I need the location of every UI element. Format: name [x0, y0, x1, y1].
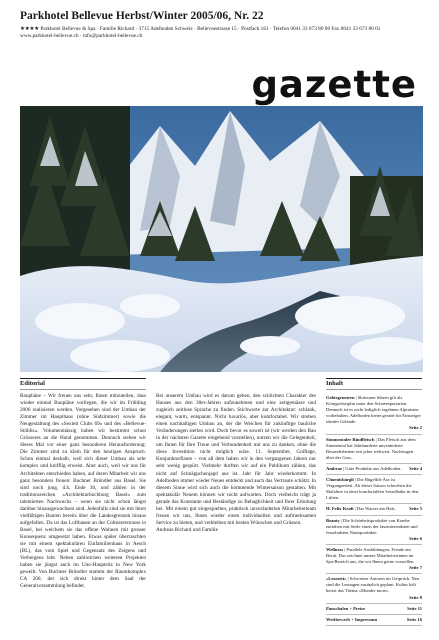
editorial-text-2: Bei unserem Umbau wird es darum gehen, den schlichten Charakter des Hauses aus den 30er-Jahren aufzunehmen und eine zeitgemässe und zugleich zeitlose Sprache zu finden. Stichworte zur Architektur: schlank, elegant, warm, entspannt. Nicht luxuriös, aber komfortabel. Wir streben einen nachhaltigen Umbau an, der die Weichen für zukünftige bauliche Veränderungen stellen wird. Doch bevor es soweit ist (wir werden den Bau in der nächsten Gazette eingehend vorstellen), nutzen wir die Gelegenheit, um Ihnen für Ihre Treue und Verbundenheit mit uns zu danken, ohne die diese Investition nicht möglich wäre. 11. September, Golftage, Konjunkturflaute – von all dem haben wir in den vergangenen Jahren nur sehr wenig gespürt. Vielmehr durften wir auf ein Publikum zählen, das nicht auf Schnäppchenjagd aus ist. Jahr für Jahr wiederkommt. In Adelboden immer wieder Neues entdeckt und auch das Vertraute schätzt. In diesem Sinne wird sich auch die kommende Wintersaison gestalten. Mit spektakulär Neuem können wir nicht aufwarten. Doch vielleicht trägt ja gerade das Konstante und Beständige zu Behaglichkeit und Ihrer Erholung bei. Mit einem gut eingespielten, praktisch unveränderten Mitarbeiterteam freuen wir uns, Ihnen wieder einen individuellen und aufmerksamen Service zu bieten, und verbleiben mit besten Wünschen und Grüssen.	[156, 393, 316, 526]
table-of-contents	[326, 393, 422, 626]
toc-item-title: Ambrae	[326, 465, 343, 471]
toc-item-page: Seite 4	[409, 465, 422, 471]
toc-item-title: Simmentaler Rindfleisch	[326, 436, 375, 442]
toc-item-text: | Das Fleisch aus dem Simmental hat Jahrhunderte unveränderte Besonderheiten seit jeher weltweit. Nachfragen über der Gras..	[326, 436, 416, 460]
editorial-heading: Editorial	[20, 378, 146, 390]
editorial-signature: Andreas Richard und Familie	[156, 526, 218, 533]
toc-item[interactable]	[326, 475, 422, 504]
web-line: www.parkhotel-bellevue.ch · info@parkhotel-bellevue.ch	[20, 33, 143, 39]
toc-item-text: | Parallele Ausbildungen, Freude am Beruf. Das zeichnet unsere Mitarbeiterinnen im Spa-Bereich aus, die wir Ihnen gerne vorstellen.	[326, 546, 415, 565]
toc-item[interactable]	[326, 615, 422, 626]
toc-item-title: Wettbewerb + Impressum	[326, 616, 378, 622]
toc-item-title: H. Felix Kraft	[326, 506, 354, 512]
toc-item[interactable]	[326, 545, 422, 574]
toc-item-text: | Schweizer Autoren im Gespräch. Neu sind die Lesungen zusätzlich geplant. Kultur hält heisst das Thema «Mondre more».	[326, 576, 420, 594]
masthead	[20, 6, 420, 39]
toc-item-page: Seite 11	[407, 605, 422, 611]
address-line: ★★★★ Parkhotel Bellevue & Spa · Familie Richard · 3715 Adelboden Schweiz · Bellevuestrasse 15 · Postfach 161 · Telefon 0041 33 673 80 00 Fax 0041 33 673 80 01	[20, 26, 381, 32]
toc-item-title: Beauty	[326, 517, 340, 523]
toc-item-title: Pauschalen + Preise	[326, 605, 366, 611]
toc-item-text: | Das Wasser am Hals.	[353, 506, 396, 512]
editorial-column-1	[20, 393, 146, 638]
toc-item-title: Gebirgstouren	[326, 395, 355, 400]
toc-item[interactable]	[326, 604, 422, 615]
editorial-column-2	[156, 393, 316, 638]
toc-item[interactable]	[326, 574, 422, 603]
toc-item-title: «Lesezeit»	[326, 576, 347, 582]
toc-item-text: | Die Schönheitsprodukte von Karebe entfalten mit Seele einen der faszinierendsten und fesselndsten Naturprodukte.	[326, 517, 418, 535]
toc-item-page: Seite 16	[406, 616, 422, 622]
toc-item-title: Wellness	[326, 546, 344, 552]
toc-item-text: | Gute Produkte aus Adelboden.	[342, 465, 402, 471]
toc-item-page: Seite 2	[409, 425, 422, 431]
toc-item-text: | Skitouren führen gilt als Königsdisziplin unter den Schneesportarten. Dennoch ist es nicht lediglich ergebnen Alpinisten vorbehalten. Adelboden bietet gerade für Einsteiger ideales Gelände.	[326, 395, 421, 425]
contents-heading: Inhalt	[326, 378, 422, 390]
toc-item[interactable]	[326, 504, 422, 515]
toc-item-page: Seite 8	[409, 594, 422, 600]
toc-item-page: Seite 7	[409, 565, 422, 571]
issue-title: Parkhotel Bellevue Herbst/Winter 2005/06, Nr. 22	[20, 10, 264, 22]
toc-item[interactable]	[326, 464, 422, 475]
gazette-logo: gazette	[251, 63, 417, 106]
toc-item[interactable]	[326, 393, 422, 435]
toc-item-title: Chuenisbärgli	[326, 477, 354, 483]
toc-item-page: Seite 6	[409, 535, 422, 541]
toc-item-page: Seite 5	[409, 506, 422, 512]
toc-item[interactable]	[326, 516, 422, 545]
toc-item[interactable]	[326, 435, 422, 464]
cover-photo-winter-landscape	[20, 106, 423, 372]
editorial-text-1: Bauphäne – Wir freuen uns sehr, Ihnen mitzuteilen, dass wieder einmal Baupläne vorliegen, die wir im Frühling 2006 realisieren werden. Vorgesehen sind der Umbau der Zimmer im Haupthaus (ohne Südzimmer) sowie die Neugestaltung des «Sextett Clubs 69» und des «Bellevue-Stüblis». Volumenmässig haben wir bestimmt schon Grösseres an die Hand genommen. Dennoch stehen wir dieses Mal vor einer ganz besonderen Herausforderung: Die Zimmer sind zu klein für den heutigen Anspruch. Schon einmal deshalb, weil sich dieser Umbau als sehr komplex und knifflig erweist. Aber auch, weil wir uns für Architekten entschieden haben, auf deren Mitarbeit wir uns ganz besonders freuen: Buchner Bründler aus Basel. Sie sind noch jung, d.h. Ende 30, und zählen in der traditionsreichen «Architekturhochburg Basel» zum talentierten Nachwuchs – wenn sie nicht schon längst darüber hinausgewachsen sind. Jedenfalls sind sie mit ihren vielfältigen Bauten bereits über die Landesgrenzen hinaus aufgefallen. Da ist das Loftbauen an der Colmarerstrasse in Basel, bei welchem sie das offene Wohnen mit grosser Konsequenz umgesetzt haben. Etwas später überraschten sie mit einem spektakulären Einfamilienhaus in Aesch (BL), das vom Spiel und Gegensatz des Zeigens und Verbergens lebt. Neben zahlreichen weiteren Projekten haben sie jüngst auch im Uno-Hauptsitz in New York geweilt. Von Buchner Bründler stammt der Raumkomplex CA 200, der sich direkt hinter dem Saal der Generalversammlung befindet.	[20, 393, 146, 590]
toc-item-text: | Die Bügellift-Ära ist Vergangenheit. Ab dieser Saison schweben die Skifahrer in einer komfortablen Sesselbahn in den Lüften.	[326, 477, 419, 501]
